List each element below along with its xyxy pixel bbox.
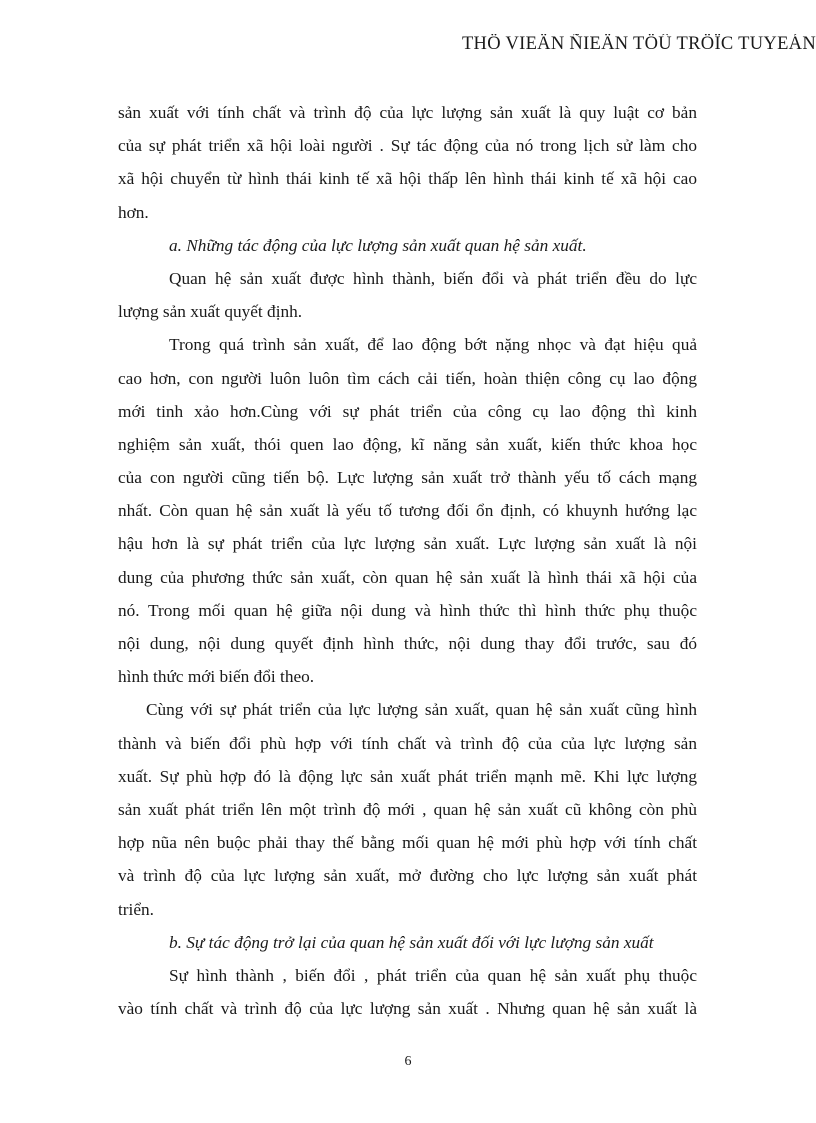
body-line: hơn. bbox=[118, 202, 149, 222]
section-heading-a: a. Những tác động của lực lượng sản xuất quan hệ sản xuất. bbox=[169, 235, 587, 255]
body-line: nó. Trong mối quan hệ giữa nội dung và hình thức thì hình thức phụ thuộc bbox=[118, 600, 697, 620]
body-line: sản xuất với tính chất và trình độ của lực lượng sản xuất là quy luật cơ bản bbox=[118, 103, 697, 122]
body-line: triển. bbox=[118, 899, 154, 919]
body-line: Trong quá trình sản xuất, để lao động bớt nặng nhọc và đạt hiệu quả bbox=[169, 335, 697, 355]
body-line: của con người cũng tiến bộ. Lực lượng sản xuất trở thành yếu tố cách mạng bbox=[118, 468, 697, 488]
body-line: Sự hình thành , biến đổi , phát triển của quan hệ sản xuất phụ thuộc bbox=[169, 965, 697, 985]
body-line: Quan hệ sản xuất được hình thành, biến đổi và phát triển đều do lực bbox=[169, 268, 697, 288]
body-line: hình thức mới biến đổi theo. bbox=[118, 667, 315, 687]
body-line: vào tính chất và trình độ của lực lượng sản xuất . Nhưng quan hệ sản xuất là bbox=[118, 999, 697, 1019]
body-line: nhất. Còn quan hệ sản xuất là yếu tố tương đối ổn định, có khuynh hướng lạc bbox=[118, 501, 697, 521]
page-number: 6 bbox=[404, 1054, 412, 1069]
body-line: lượng sản xuất quyết định. bbox=[118, 302, 303, 322]
body-line: dung của phương thức sản xuất, còn quan hệ sản xuất là hình thái xã hội của bbox=[118, 567, 697, 587]
body-line: Cùng với sự phát triển của lực lượng sản xuất, quan hệ sản xuất cũng hình bbox=[146, 700, 697, 720]
body-line: thành và biến đổi phù hợp với tính chất và trình độ của của lực lượng sản bbox=[118, 733, 697, 753]
body-line: cao hơn, con người luôn luôn tìm cách cải tiến, hoàn thiện công cụ lao động bbox=[118, 368, 697, 388]
body-line: nghiệm sản xuất, thói quen lao động, kĩ năng sản xuất, kiến thức khoa học bbox=[118, 434, 697, 454]
page-header-title: THÖ VIEÄN ÑIEÄN TÖÛ TRÖÏC TUYEÁN bbox=[461, 34, 816, 54]
body-line: sản xuất phát triển lên một trình độ mới , quan hệ sản xuất cũ không còn phù bbox=[118, 799, 697, 819]
body-line: nội dung, nội dung quyết định hình thức, nội dung thay đổi trước, sau đó bbox=[118, 634, 697, 653]
body-line: hợp nũa nên buộc phải thay thế bằng mối quan hệ mới phù hợp với tính chất bbox=[118, 833, 697, 853]
body-line: mới tinh xảo hơn.Cùng với sự phát triển của công cụ lao động thì kinh bbox=[118, 401, 697, 421]
body-line: xã hội chuyển từ hình thái kinh tế xã hội thấp lên hình thái kinh tế xã hội cao bbox=[118, 169, 697, 189]
section-heading-b: b. Sự tác động trở lại của quan hệ sản xuất đối với lực lượng sản xuất bbox=[169, 932, 654, 952]
body-line: và trình độ của lực lượng sản xuất, mở đường cho lực lượng sản xuất phát bbox=[118, 866, 697, 886]
body-line: xuất. Sự phù hợp đó là động lực sản xuất phát triển mạnh mẽ. Khi lực lượng bbox=[118, 766, 697, 786]
body-line: hậu hơn là sự phát triển của lực lượng sản xuất. Lực lượng sản xuất là nội bbox=[118, 534, 697, 554]
page-body bbox=[118, 96, 697, 1025]
body-line: của sự phát triển xã hội loài người . Sự tác động của nó trong lịch sử làm cho bbox=[118, 136, 697, 156]
